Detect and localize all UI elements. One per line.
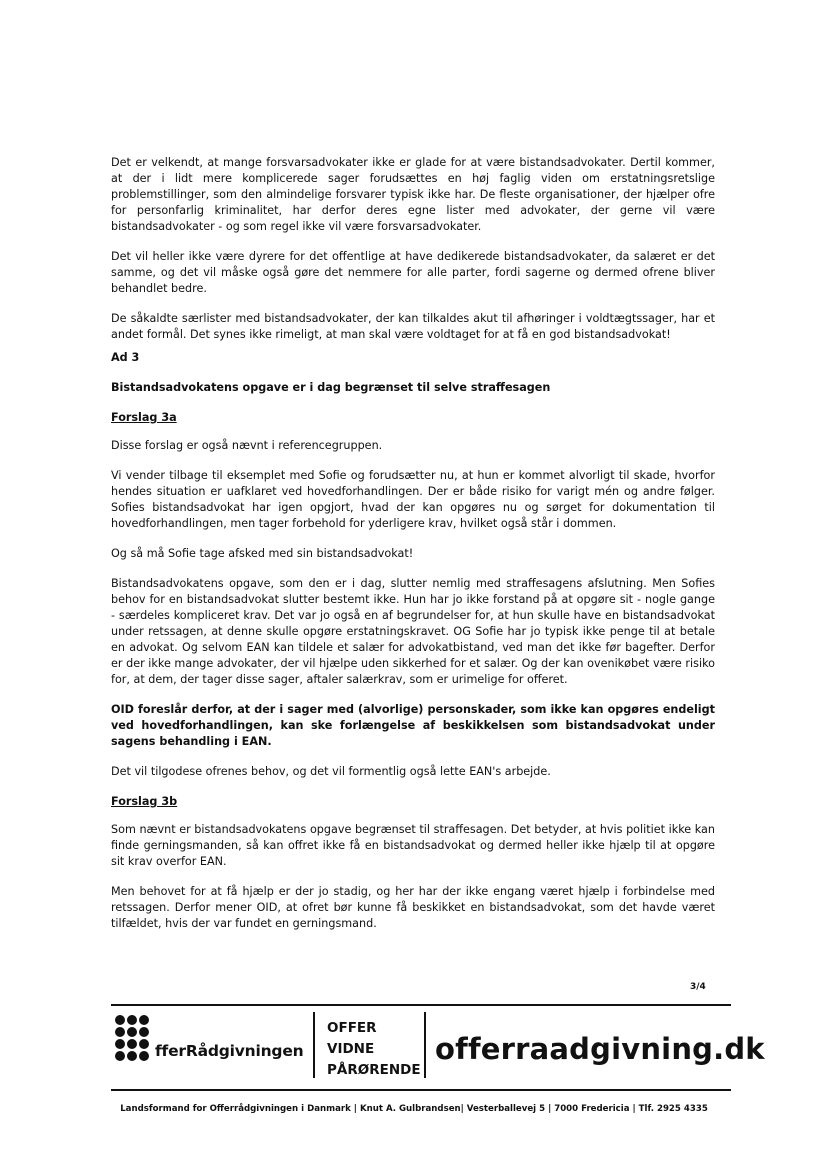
paragraph: Men behovet for at få hjælp er der jo stadig, og her har der ikke engang været hjælp i forbindelse med retssagen. Derfor mener OID, at ofret bør kunne få beskikket en bistandsadvokat, som det havde været tilfældet, hvis der var fundet en gerningsmand.: [111, 885, 715, 930]
website-url: offerraadgivning.dk: [435, 1032, 765, 1066]
proposal-heading-3a: Forslag 3a: [111, 411, 177, 424]
paragraph: Vi vender tilbage til eksemplet med Sofie og forudsætter nu, at hun er kommet alvorligt til skade, hvorfor hendes situation er uafklaret ved hovedforhandlingen. Der er både risiko for varigt mén og andre følger. Sofies bistandsadvokat har igen opgjort, hvad der kan opgøres nu og sørget for dokumentation til hovedforhandlingen, men tager forbehold for yderligere krav, hvilket også står i dommen.: [111, 469, 715, 530]
section-subheading: Bistandsadvokatens opgave er i dag begrænset til selve straffesagen: [111, 381, 551, 394]
logo-wordmark: fferRådgivningen: [155, 1042, 304, 1060]
footer-separator: [313, 1012, 315, 1078]
paragraph: Det vil tilgodese ofrenes behov, og det vil formentlig også lette EAN's arbejde.: [111, 765, 551, 778]
offer-vidne-paarorende: [327, 1018, 421, 1081]
offerraadgivningen-logo: [115, 1015, 305, 1077]
paragraph: Som nævnt er bistandsadvokatens opgave begrænset til straffesagen. Det betyder, at hvis politiet ikke kan finde gerningsmanden, så kan offret ikke få en bistandsadvokat og dermed heller ikke hjælp til at opgøre sit krav overfor EAN.: [111, 823, 715, 868]
footer-divider-top: [111, 1004, 731, 1006]
page-number: 3/4: [690, 982, 706, 992]
proposal-heading-3b: Forslag 3b: [111, 795, 178, 808]
paragraph: Det vil heller ikke være dyrere for det offentlige at have dedikerede bistandsadvokater, da salæret er det samme, og det vil måske også gøre det nemmere for alle parter, fordi sagerne og dermed ofrene bliver behandlet bedre.: [111, 250, 715, 295]
paragraph: De såkaldte særlister med bistandsadvokater, der kan tilkaldes akut til afhøringer i voldtægtssager, har et andet formål. Det synes ikke rimeligt, at man skal være voldtaget for at få en god bistandsadvokat!: [111, 312, 715, 341]
paragraph-emphasis: OID foreslår derfor, at der i sager med (alvorlige) personskader, som ikke kan opgøres endeligt ved hovedforhandlingen, kan ske forlængelse af beskikkelsen som bistandsadvokat under sagens behandling i EAN.: [111, 703, 715, 748]
stack-word: PÅRØRENDE: [327, 1062, 421, 1078]
contact-address-line: Landsformand for Offerrådgivningen i Danmark | Knut A. Gulbrandsen| Vesterballevej 5 | 7000 Fredericia | Tlf. 2925 4335: [120, 1104, 708, 1114]
paragraph: Disse forslag er også nævnt i referencegruppen.: [111, 439, 383, 452]
paragraph: Og så må Sofie tage afsked med sin bistandsadvokat!: [111, 547, 414, 560]
footer-separator: [424, 1012, 426, 1078]
paragraph: Det er velkendt, at mange forsvarsadvokater ikke er glade for at være bistandsadvokater. Dertil kommer, at der i lidt mere komplicerede sager forudsættes en høj faglig viden om erstatningsretslige problemstillinger, som den almindelige forsvarer typisk ikke har. De fleste organisationer, der hjælper ofre for personfarlig kriminalitet, har derfor deres egne lister med advokater, der gerne vil være bistandsadvokater - og som regel ikke vil være forsvarsadvokater.: [111, 156, 715, 233]
paragraph: Bistandsadvokatens opgave, som den er i dag, slutter nemlig med straffesagens afslutning. Men Sofies behov for en bistandsadvokat slutter bestemt ikke. Hun har jo ikke forstand på at opgøre sit - nogle gange - særdeles kompliceret krav. Det var jo også en af begrundelser for, at hun skulle have en bistandsadvokat under retssagen, at denne skulle opgøre erstatningskravet. OG Sofie har jo typisk ikke penge til at betale en advokat. Og selvom EAN kan tildele et salær for advokatbistand, ved man det ikke før bagefter. Derfor er der ikke mange advokater, der vil hjælpe uden sikkerhed for et salær. Og der kan ovenikøbet være risiko for, at dem, der tager disse sager, aftaler salærkrav, som er urimelige for offeret.: [111, 577, 715, 686]
section-heading: Ad 3: [111, 351, 140, 364]
stack-word: OFFER: [327, 1020, 377, 1036]
document-body: [111, 155, 715, 946]
footer-divider-bottom: [111, 1089, 731, 1091]
stack-word: VIDNE: [327, 1041, 375, 1057]
